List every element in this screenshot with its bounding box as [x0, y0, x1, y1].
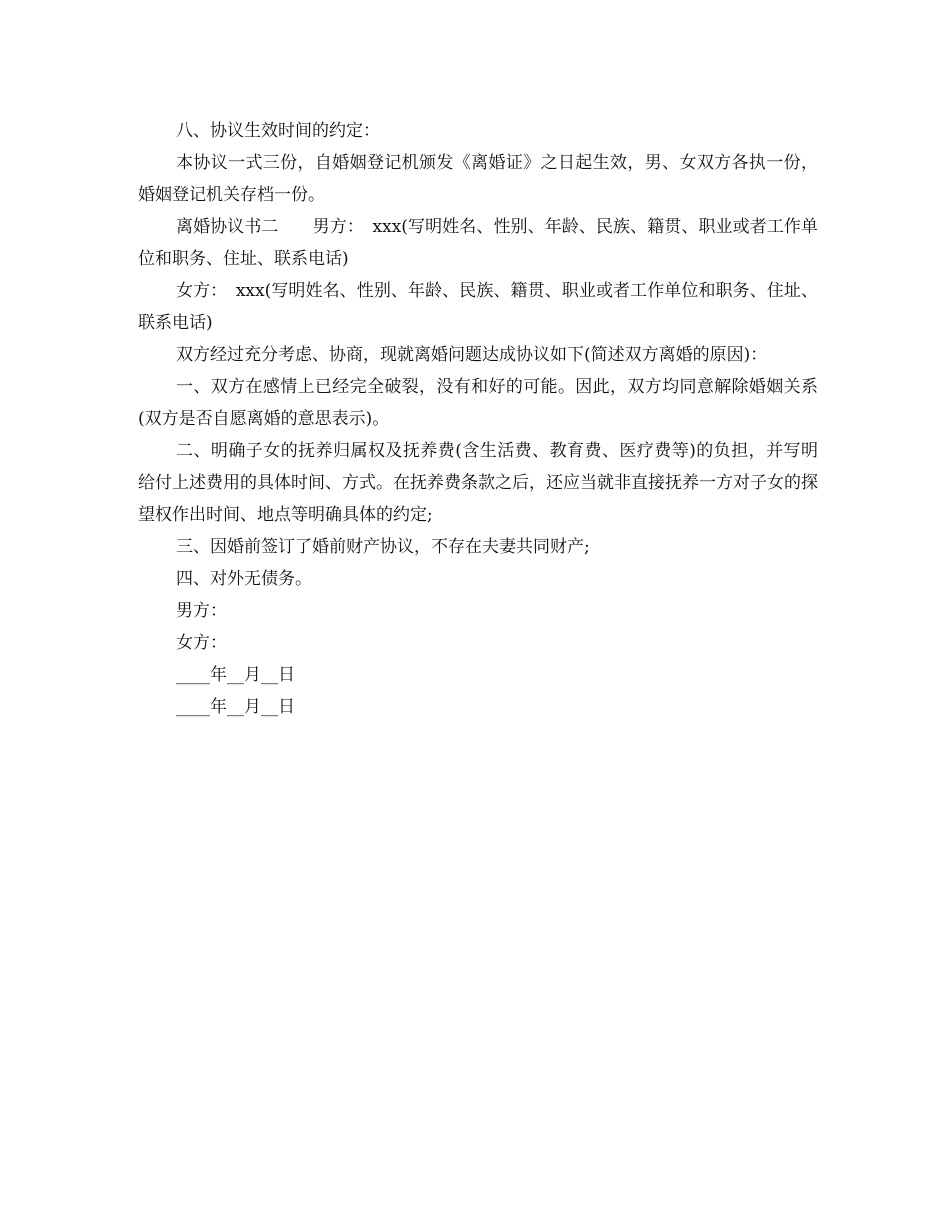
date-line-2: ____年__月__日 [176, 697, 295, 717]
clause-3: 三、因婚前签订了婚前财产协议，不存在夫妻共同财产; [176, 537, 590, 557]
female-party: 女方： xxx(写明姓名、性别、年龄、民族、籍贯、职业或者工作单位和职务、住址、联系电话) [138, 281, 818, 333]
male-signature-label: 男方： [176, 601, 227, 621]
agreement-intro: 双方经过充分考虑、协商，现就离婚问题达成协议如下(简述双方离婚的原因)： [176, 345, 768, 365]
agreement-two-male-party: 离婚协议书二 男方： xxx(写明姓名、性别、年龄、民族、籍贯、职业或者工作单位和职务、住址、联系电话) [138, 217, 818, 269]
clause-4: 四、对外无债务。 [176, 569, 312, 589]
clause-2: 二、明确子女的抚养归属权及抚养费(含生活费、教育费、医疗费等)的负担，并写明给付上述费用的具体时间、方式。在抚养费条款之后，还应当就非直接抚养一方对子女的探望权作出时间、地点等明确具体的约定; [138, 441, 818, 525]
section-8-heading: 八、协议生效时间的约定： [176, 121, 380, 141]
document-body [138, 115, 818, 723]
clause-1: 一、双方在感情上已经完全破裂，没有和好的可能。因此，双方均同意解除婚姻关系(双方是否自愿离婚的意思表示)。 [138, 377, 818, 429]
female-signature-label: 女方： [176, 633, 227, 653]
date-line-1: ____年__月__日 [176, 665, 295, 685]
effective-clause: 本协议一式三份，自婚姻登记机颁发《离婚证》之日起生效，男、女双方各执一份，婚姻登记机关存档一份。 [138, 153, 818, 205]
